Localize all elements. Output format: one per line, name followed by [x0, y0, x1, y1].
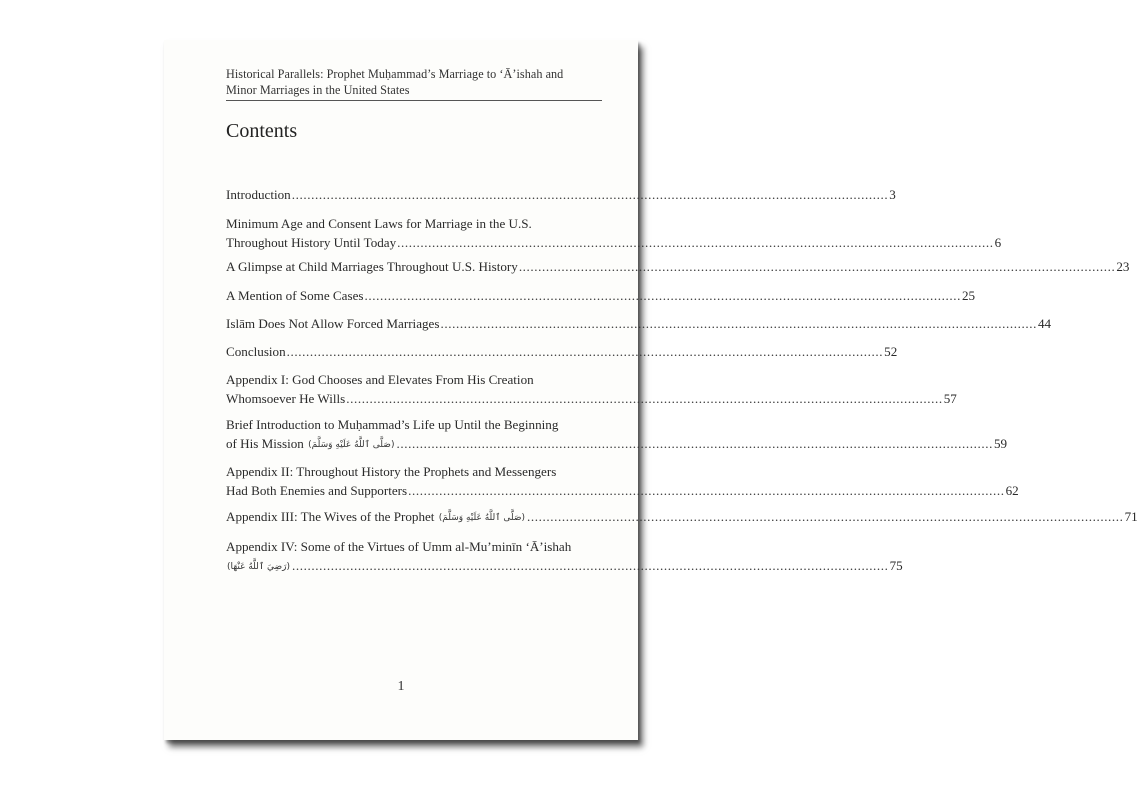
dot-leader: ..........................................................................................................................................................: [396, 435, 993, 451]
dot-leader: ..........................................................................................................................................................: [292, 557, 889, 573]
radiya-allahu-anha-seal-icon: (رَضِيَ ٱللَّهُ عَنْهَا): [227, 561, 291, 572]
toc-page-number: 75: [889, 557, 903, 573]
salawat-seal-icon: (صَلَّى ٱللَّهُ عَلَيْهِ وَسَلَّمَ): [438, 513, 526, 523]
toc-entry-appendix-2: [226, 463, 1019, 500]
toc-entry-introduction: [226, 186, 896, 205]
toc-entry-title-line: Brief Introduction to Muḥammad’s Life up Until the Beginning: [226, 417, 559, 432]
dot-leader: ..........................................................................................................................................................: [286, 344, 884, 359]
dot-leader: ..........................................................................................................................................................: [364, 288, 961, 303]
toc-page-number: 25: [962, 288, 976, 303]
toc-entry-title-line: Appendix I: God Chooses and Elevates From His Creation: [226, 372, 534, 387]
toc-entry-title: Throughout History Until Today: [226, 234, 397, 250]
toc-entry-title: A Mention of Some Cases: [226, 288, 364, 303]
dot-leader: ..........................................................................................................................................................: [408, 482, 1005, 498]
toc-entry-minimum-age: [226, 215, 1002, 252]
contents-title: Contents: [226, 120, 298, 142]
toc-entry-title: Conclusion: [226, 344, 286, 359]
running-head-line-2: Minor Marriages in the United States: [226, 82, 410, 97]
toc-entry-title: Whomsoever He Wills: [226, 390, 346, 406]
toc-entry-brief-introduction: [226, 416, 1008, 453]
toc-entry-child-marriages: [226, 258, 1130, 277]
toc-entry-title: Introduction: [226, 187, 291, 202]
toc-page-number: 62: [1005, 482, 1019, 498]
toc-entry-some-cases: [226, 287, 976, 306]
toc-page-number: 71: [1124, 509, 1138, 524]
dot-leader: ..........................................................................................................................................................: [440, 316, 1037, 331]
toc-entry-appendix-3: [226, 508, 1138, 527]
dot-leader: ..........................................................................................................................................................: [397, 234, 994, 250]
toc-page-number: 57: [943, 390, 957, 406]
toc-entry-title-line: Appendix IV: Some of the Virtues of Umm al-Mu’minīn ‘Ā’ishah: [226, 539, 572, 554]
toc-entry-title-line: Minimum Age and Consent Laws for Marriage in the U.S.: [226, 216, 532, 231]
toc-page-number: 23: [1116, 259, 1130, 274]
toc-page-number: 6: [994, 234, 1002, 250]
running-head: [226, 67, 598, 98]
header-rule: [226, 100, 602, 101]
running-head-line-1: Historical Parallels: Prophet Muḥammad’s Marriage to ‘Ā’ishah and: [226, 67, 564, 81]
book-page: [164, 40, 1138, 740]
toc-entry-title: of His Mission: [226, 435, 304, 451]
page-number: 1: [397, 679, 405, 694]
toc-page-number: 59: [993, 435, 1008, 451]
toc-page-number: 44: [1037, 316, 1052, 331]
toc-entry-title-line: Appendix II: Throughout History the Prophets and Messengers: [226, 464, 557, 479]
toc-entry-title: Appendix III: The Wives of the Prophet: [226, 509, 435, 524]
toc-entry-forced-marriages: [226, 315, 1052, 334]
toc-entry-title: Islām Does Not Allow Forced Marriages: [226, 316, 440, 331]
salawat-seal-icon: (صَلَّى ٱللَّهُ عَلَيْهِ وَسَلَّمَ): [308, 439, 395, 450]
toc-entry-title: Had Both Enemies and Supporters: [226, 482, 408, 498]
toc-page-number: 3: [889, 187, 896, 202]
dot-leader: ..........................................................................................................................................................: [346, 390, 943, 406]
toc-entry-appendix-1: [226, 371, 957, 408]
dot-leader: ..........................................................................................................................................................: [291, 187, 889, 202]
toc-entry-title: A Glimpse at Child Marriages Throughout U.S. History: [226, 259, 518, 274]
toc-page-number: 52: [884, 344, 898, 359]
toc-entry-conclusion: [226, 343, 898, 362]
dot-leader: ..........................................................................................................................................................: [527, 509, 1124, 524]
toc-entry-appendix-4: [226, 538, 903, 575]
dot-leader: ..........................................................................................................................................................: [518, 259, 1116, 274]
